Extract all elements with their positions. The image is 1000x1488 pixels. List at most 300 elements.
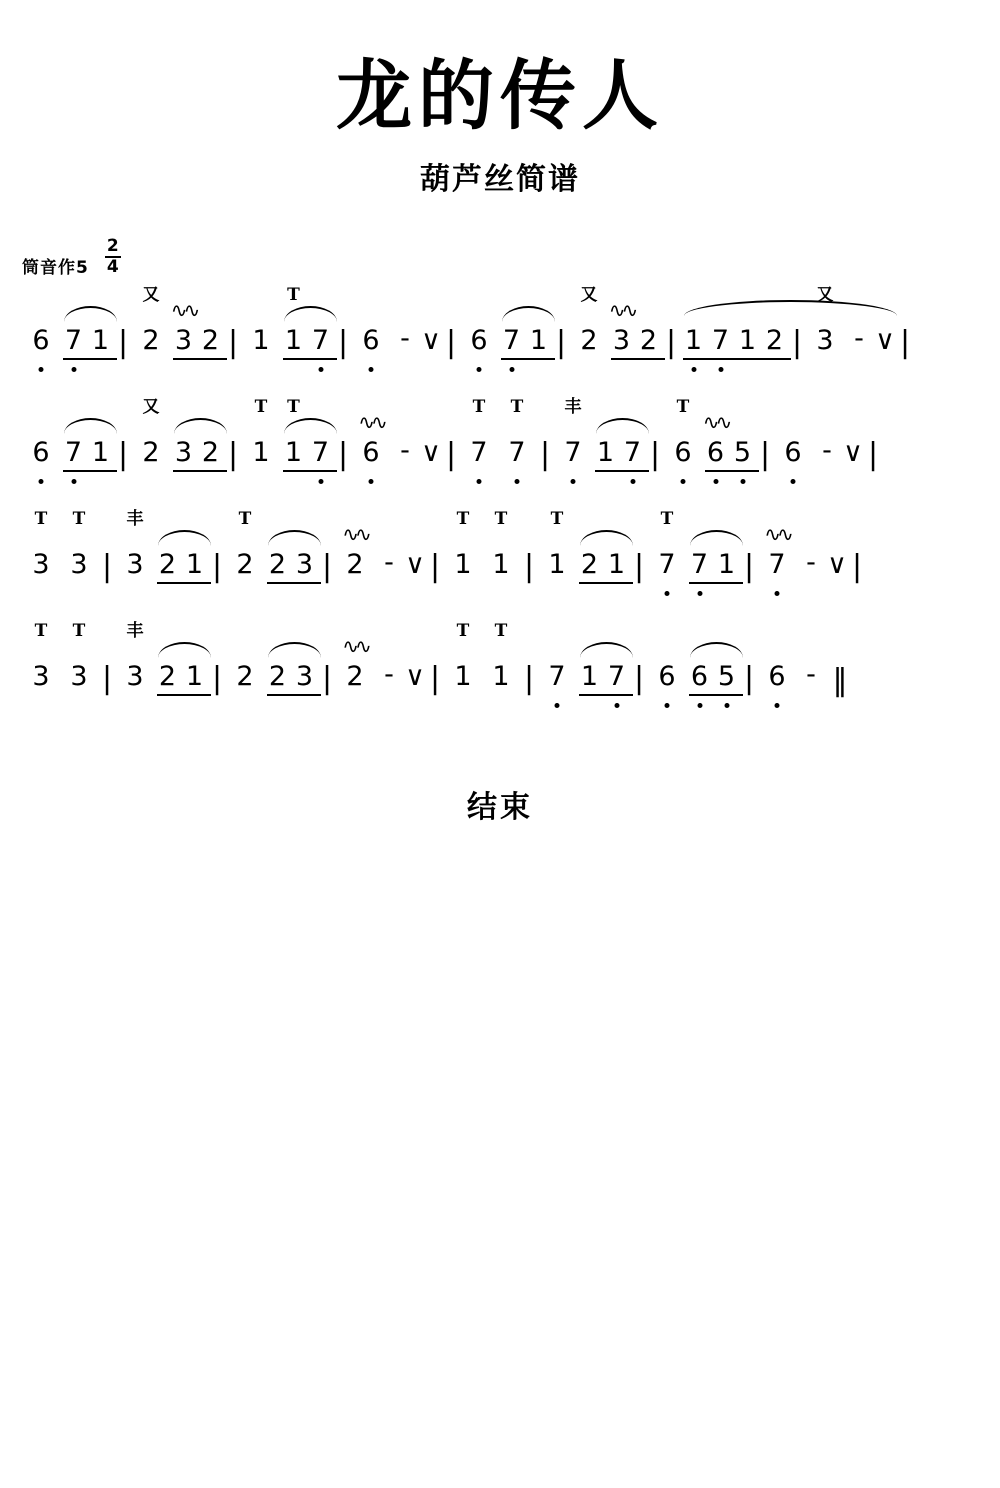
articulation-mark: T — [72, 621, 86, 641]
glyph: | — [211, 549, 223, 584]
note-2 — [132, 390, 170, 502]
articulation-mark: T — [287, 397, 300, 417]
duration-dash — [796, 614, 826, 726]
breath-mark — [404, 614, 426, 726]
time-signature-denominator: 4 — [106, 257, 119, 277]
notation-system — [22, 614, 978, 726]
glyph: 2 — [201, 437, 220, 468]
glyph: 1 — [252, 437, 270, 468]
glyph: 2 — [142, 437, 160, 468]
note-2 — [264, 614, 291, 726]
notation-systems — [0, 278, 1000, 726]
glyph: | — [743, 661, 755, 696]
barline — [740, 502, 758, 614]
note-row — [22, 390, 978, 502]
barline — [98, 614, 116, 726]
glyph: 3 — [174, 437, 193, 468]
glyph: 2 — [346, 661, 364, 692]
note-1 — [444, 614, 482, 726]
articulation-mark: 丰 — [126, 621, 144, 641]
note-row — [22, 502, 978, 614]
low-octave-dot — [718, 367, 723, 372]
glyph: 2 — [158, 661, 177, 692]
note-7 — [60, 278, 87, 390]
glyph: | — [321, 661, 333, 696]
barline — [208, 614, 226, 726]
glyph: | — [211, 661, 223, 696]
articulation-mark: 丰 — [126, 509, 144, 529]
glyph: | — [649, 437, 661, 472]
note-1 — [592, 390, 619, 502]
glyph: | — [445, 437, 457, 472]
glyph: ∨ — [421, 437, 441, 468]
glyph: 2 — [268, 661, 287, 692]
glyph: ∨ — [875, 325, 895, 356]
low-octave-dot — [713, 479, 718, 484]
barline — [426, 502, 444, 614]
note-7 — [307, 278, 334, 390]
duration-dash — [796, 502, 826, 614]
glyph: | — [227, 325, 239, 360]
note-2 — [336, 614, 374, 726]
glyph: | — [227, 437, 239, 472]
glyph: 6 — [362, 437, 380, 468]
notation-system — [22, 278, 978, 390]
glyph: - — [384, 659, 394, 690]
articulation-mark: T — [660, 509, 674, 529]
glyph: | — [743, 549, 755, 584]
glyph: 3 — [295, 661, 314, 692]
articulation-mark: T — [510, 397, 524, 417]
note-2 — [197, 278, 224, 390]
glyph: - — [806, 659, 816, 690]
articulation-mark: 丰 — [564, 397, 582, 417]
note-1 — [713, 502, 740, 614]
barline — [740, 614, 758, 726]
glyph: 1 — [252, 325, 270, 356]
barline — [334, 390, 352, 502]
glyph: | — [791, 325, 803, 360]
barline — [114, 390, 132, 502]
articulation-mark: T — [287, 285, 300, 305]
note-3 — [22, 502, 60, 614]
articulation-mark: 又 — [142, 285, 160, 305]
glyph: 7 — [311, 437, 330, 468]
articulation-mark: T — [456, 509, 470, 529]
glyph: | — [851, 549, 863, 584]
glyph: 3 — [70, 661, 88, 692]
glyph: 1 — [91, 325, 110, 356]
glyph: 7 — [658, 549, 676, 580]
glyph: 1 — [580, 661, 599, 692]
note-2 — [570, 278, 608, 390]
low-octave-dot — [775, 703, 780, 708]
notation-header — [0, 236, 1000, 278]
low-octave-dot — [740, 479, 745, 484]
note-3 — [60, 614, 98, 726]
note-6 — [686, 614, 713, 726]
note-7 — [686, 502, 713, 614]
breath-mark — [826, 502, 848, 614]
glyph: 1 — [717, 549, 736, 580]
glyph: 2 — [236, 549, 254, 580]
glyph: 2 — [268, 549, 287, 580]
barline — [224, 278, 242, 390]
note-1 — [242, 278, 280, 390]
barline — [896, 278, 914, 390]
note-2 — [336, 502, 374, 614]
page-subtitle: 葫芦丝简谱 — [420, 162, 580, 197]
note-6 — [22, 278, 60, 390]
low-octave-dot — [724, 703, 729, 708]
note-1 — [181, 614, 208, 726]
page-title: 龙的传人 — [336, 51, 664, 140]
note-7 — [498, 390, 536, 502]
glyph: | — [117, 325, 129, 360]
breath-mark — [874, 278, 896, 390]
note-7 — [538, 614, 576, 726]
barline — [442, 390, 460, 502]
low-octave-dot — [369, 367, 374, 372]
note-1 — [181, 502, 208, 614]
notation-system — [22, 390, 978, 502]
barline — [224, 390, 242, 502]
note-1 — [444, 502, 482, 614]
glyph: | — [523, 661, 535, 696]
note-7 — [60, 390, 87, 502]
glyph: 6 — [658, 661, 676, 692]
articulation-mark: T — [72, 509, 86, 529]
glyph: 2 — [765, 325, 784, 356]
barline — [788, 278, 806, 390]
note-row — [22, 614, 978, 726]
articulation-mark: 又 — [816, 285, 834, 305]
barline — [208, 502, 226, 614]
glyph: | — [555, 325, 567, 360]
note-2 — [154, 614, 181, 726]
breath-mark — [404, 502, 426, 614]
glyph: 7 — [690, 549, 709, 580]
glyph: 1 — [454, 549, 472, 580]
mordent-icon: ∿∿ — [342, 634, 368, 658]
note-1 — [482, 614, 520, 726]
note-1 — [734, 278, 761, 390]
glyph: | — [337, 325, 349, 360]
glyph: ∨ — [843, 437, 863, 468]
glyph: ∨ — [827, 549, 847, 580]
glyph: 6 — [690, 661, 709, 692]
articulation-mark: 又 — [142, 397, 160, 417]
glyph: 2 — [158, 549, 177, 580]
articulation-mark: T — [238, 509, 252, 529]
glyph: | — [633, 661, 645, 696]
low-octave-dot — [318, 479, 323, 484]
duration-dash — [812, 390, 842, 502]
note-2 — [576, 502, 603, 614]
glyph: 7 — [623, 437, 642, 468]
low-octave-dot — [555, 703, 560, 708]
glyph: 2 — [201, 325, 220, 356]
glyph: 6 — [706, 437, 725, 468]
glyph: | — [899, 325, 911, 360]
duration-dash — [374, 614, 404, 726]
glyph: | — [665, 325, 677, 360]
glyph: 2 — [236, 661, 254, 692]
note-6 — [758, 614, 796, 726]
glyph: - — [822, 435, 832, 466]
glyph: 2 — [639, 325, 658, 356]
mordent-icon: ∿∿ — [702, 410, 729, 434]
glyph: 6 — [674, 437, 692, 468]
barline — [318, 614, 336, 726]
note-1 — [603, 502, 630, 614]
barline — [114, 278, 132, 390]
barline — [520, 614, 538, 726]
glyph: 6 — [768, 661, 786, 692]
mordent-icon: ∿∿ — [358, 410, 384, 434]
breath-mark — [842, 390, 864, 502]
note-2 — [264, 502, 291, 614]
glyph: 2 — [142, 325, 160, 356]
glyph: | — [539, 437, 551, 472]
glyph: | — [429, 661, 441, 696]
glyph: 1 — [284, 325, 303, 356]
barline — [552, 278, 570, 390]
glyph: ∨ — [421, 325, 441, 356]
glyph: 1 — [548, 549, 566, 580]
glyph: 6 — [470, 325, 488, 356]
low-octave-dot — [39, 479, 44, 484]
articulation-mark: T — [472, 397, 486, 417]
notation-system — [22, 502, 978, 614]
glyph: 7 — [548, 661, 566, 692]
duration-dash — [390, 390, 420, 502]
mordent-icon: ∿∿ — [170, 298, 197, 322]
glyph: | — [429, 549, 441, 584]
glyph: | — [867, 437, 879, 472]
glyph: | — [321, 549, 333, 584]
glyph: 5 — [717, 661, 736, 692]
note-7 — [603, 614, 630, 726]
duration-dash — [390, 278, 420, 390]
barline — [756, 390, 774, 502]
note-1 — [242, 390, 280, 502]
articulation-mark: T — [456, 621, 470, 641]
glyph: - — [384, 547, 394, 578]
articulation-mark: T — [34, 621, 48, 641]
note-3 — [170, 278, 197, 390]
breath-mark — [420, 390, 442, 502]
low-octave-dot — [477, 367, 482, 372]
low-octave-dot — [630, 479, 635, 484]
note-6 — [702, 390, 729, 502]
articulation-mark: T — [494, 621, 508, 641]
note-6 — [460, 278, 498, 390]
glyph: 3 — [32, 549, 50, 580]
note-1 — [538, 502, 576, 614]
final-barline — [826, 614, 852, 726]
glyph: 5 — [733, 437, 752, 468]
barline — [426, 614, 444, 726]
note-6 — [22, 390, 60, 502]
note-7 — [758, 502, 796, 614]
breath-mark — [420, 278, 442, 390]
glyph: 7 — [768, 549, 786, 580]
note-7 — [707, 278, 734, 390]
glyph: 7 — [311, 325, 330, 356]
glyph: 7 — [64, 325, 83, 356]
barline — [318, 502, 336, 614]
barline — [630, 502, 648, 614]
glyph: 1 — [185, 661, 204, 692]
glyph: 1 — [91, 437, 110, 468]
glyph: 3 — [32, 661, 50, 692]
low-octave-dot — [369, 479, 374, 484]
note-1 — [482, 502, 520, 614]
note-1 — [576, 614, 603, 726]
mordent-icon: ∿∿ — [764, 522, 790, 546]
glyph: 6 — [362, 325, 380, 356]
glyph: - — [400, 323, 410, 354]
note-1 — [680, 278, 707, 390]
low-octave-dot — [691, 367, 696, 372]
articulation-mark: 又 — [580, 285, 598, 305]
note-3 — [60, 502, 98, 614]
mordent-icon: ∿∿ — [608, 298, 635, 322]
note-1 — [525, 278, 552, 390]
glyph: - — [400, 435, 410, 466]
time-signature-numerator: 2 — [106, 236, 119, 256]
note-2 — [226, 502, 264, 614]
note-3 — [116, 502, 154, 614]
barline — [646, 390, 664, 502]
note-7 — [554, 390, 592, 502]
glyph: 3 — [126, 661, 144, 692]
duration-dash — [374, 502, 404, 614]
glyph: 6 — [784, 437, 802, 468]
note-6 — [648, 614, 686, 726]
glyph: 7 — [470, 437, 488, 468]
low-octave-dot — [775, 591, 780, 596]
barline — [864, 390, 882, 502]
glyph: | — [445, 325, 457, 360]
note-5 — [713, 614, 740, 726]
low-octave-dot — [71, 367, 76, 372]
glyph: 7 — [564, 437, 582, 468]
glyph: 3 — [174, 325, 193, 356]
glyph: ∨ — [405, 549, 425, 580]
note-2 — [197, 390, 224, 502]
note-1 — [87, 278, 114, 390]
glyph: 2 — [580, 549, 599, 580]
glyph: ∨ — [405, 661, 425, 692]
note-3 — [291, 502, 318, 614]
note-3 — [608, 278, 635, 390]
note-3 — [22, 614, 60, 726]
note-6 — [352, 390, 390, 502]
note-1 — [280, 278, 307, 390]
note-3 — [116, 614, 154, 726]
articulation-mark: T — [550, 509, 564, 529]
note-7 — [648, 502, 686, 614]
note-5 — [729, 390, 756, 502]
note-7 — [460, 390, 498, 502]
low-octave-dot — [665, 591, 670, 596]
glyph: 1 — [738, 325, 757, 356]
note-2 — [132, 278, 170, 390]
glyph: ‖ — [832, 663, 846, 698]
note-6 — [352, 278, 390, 390]
note-6 — [664, 390, 702, 502]
glyph: | — [633, 549, 645, 584]
glyph: | — [523, 549, 535, 584]
glyph: 3 — [126, 549, 144, 580]
glyph: 1 — [185, 549, 204, 580]
low-octave-dot — [697, 591, 702, 596]
glyph: 1 — [529, 325, 548, 356]
barline — [334, 278, 352, 390]
glyph: | — [337, 437, 349, 472]
glyph: 2 — [346, 549, 364, 580]
note-1 — [87, 390, 114, 502]
barline — [662, 278, 680, 390]
glyph: | — [117, 437, 129, 472]
note-2 — [635, 278, 662, 390]
sheet-music-page — [0, 51, 1000, 1488]
glyph: 7 — [607, 661, 626, 692]
glyph: 1 — [607, 549, 626, 580]
glyph: - — [806, 547, 816, 578]
glyph: 3 — [816, 325, 834, 356]
glyph: - — [854, 323, 864, 354]
duration-dash — [844, 278, 874, 390]
low-octave-dot — [681, 479, 686, 484]
glyph: 6 — [32, 437, 50, 468]
barline — [98, 502, 116, 614]
low-octave-dot — [515, 479, 520, 484]
low-octave-dot — [665, 703, 670, 708]
glyph: 3 — [295, 549, 314, 580]
low-octave-dot — [318, 367, 323, 372]
low-octave-dot — [71, 479, 76, 484]
glyph: | — [101, 549, 113, 584]
note-3 — [170, 390, 197, 502]
articulation-mark: T — [254, 397, 268, 417]
articulation-mark: T — [676, 397, 690, 417]
low-octave-dot — [477, 479, 482, 484]
note-6 — [774, 390, 812, 502]
glyph: 1 — [454, 661, 472, 692]
low-octave-dot — [697, 703, 702, 708]
low-octave-dot — [509, 367, 514, 372]
time-signature — [105, 238, 121, 276]
glyph: 2 — [580, 325, 598, 356]
glyph: 1 — [684, 325, 703, 356]
barline — [848, 502, 866, 614]
note-2 — [226, 614, 264, 726]
note-7 — [498, 278, 525, 390]
glyph: 1 — [596, 437, 615, 468]
note-1 — [280, 390, 307, 502]
mordent-icon: ∿∿ — [342, 522, 368, 546]
note-2 — [154, 502, 181, 614]
note-7 — [307, 390, 334, 502]
glyph: 3 — [70, 549, 88, 580]
glyph: | — [759, 437, 771, 472]
glyph: 1 — [284, 437, 303, 468]
glyph: 6 — [32, 325, 50, 356]
glyph: 7 — [502, 325, 521, 356]
